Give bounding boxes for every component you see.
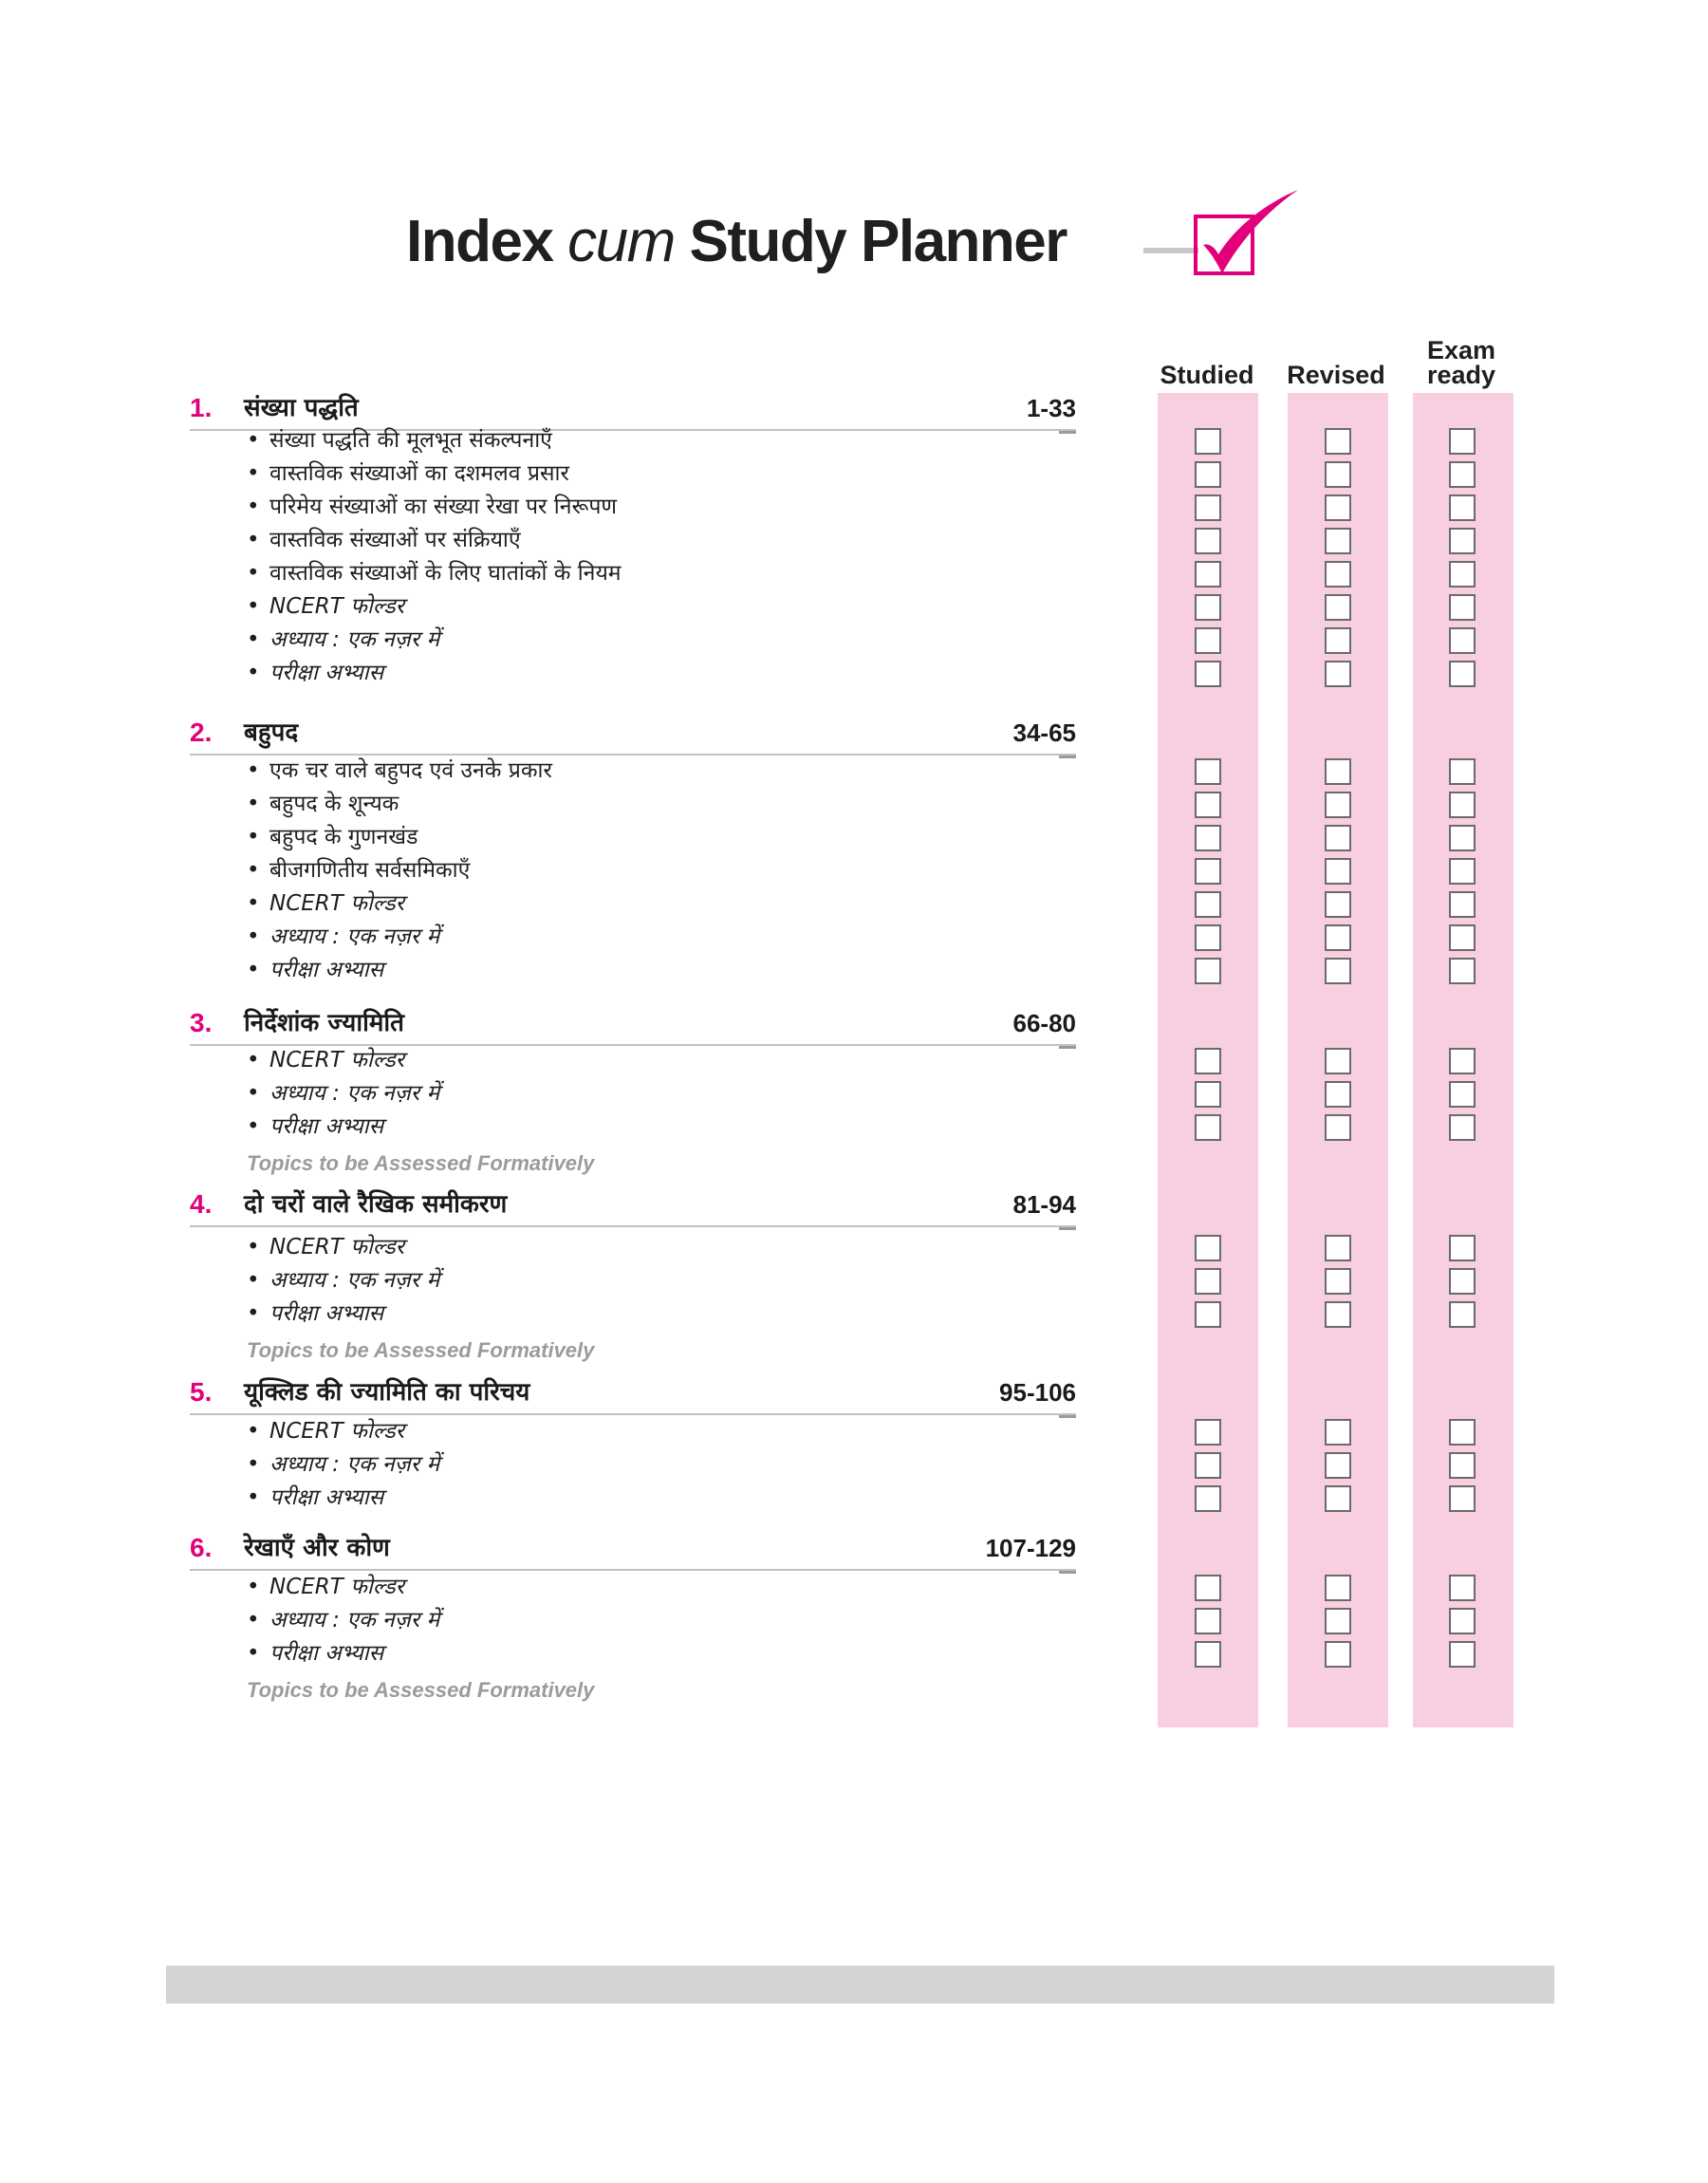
topic-label: परीक्षा अभ्यास — [269, 1114, 384, 1139]
chapter-number: 3. — [190, 1008, 213, 1037]
topic-item — [247, 755, 552, 787]
bullet-icon: • — [247, 958, 260, 982]
checkbox-studied[interactable] — [1195, 758, 1221, 785]
checkbox-studied[interactable] — [1195, 661, 1221, 687]
chapter-number: 1. — [190, 393, 213, 422]
topic-item — [247, 491, 617, 523]
formative-assessment-note: Topics to be Assessed Formatively — [247, 1151, 595, 1175]
checkbox-studied[interactable] — [1195, 1114, 1221, 1141]
bullet-icon: • — [247, 1419, 260, 1444]
checkbox-exam-ready[interactable] — [1449, 1575, 1476, 1601]
topic-item — [247, 1448, 439, 1481]
chapter-divider-end — [1059, 1046, 1076, 1049]
topic-label: परीक्षा अभ्यास — [269, 1641, 384, 1666]
bullet-icon: • — [247, 1485, 260, 1510]
checkbox-exam-ready[interactable] — [1449, 1268, 1476, 1295]
checkbox-revised[interactable] — [1325, 1608, 1351, 1634]
topic-label: वास्तविक संख्याओं के लिए घातांकों के नियम — [269, 561, 622, 586]
checkbox-studied[interactable] — [1195, 1235, 1221, 1261]
checkbox-studied[interactable] — [1195, 1048, 1221, 1074]
checkbox-studied[interactable] — [1195, 1641, 1221, 1668]
bullet-icon: • — [247, 461, 260, 486]
topic-label: NCERT फोल्डर — [269, 1419, 405, 1444]
chapter-divider-end — [1059, 1415, 1076, 1418]
checkbox-revised[interactable] — [1325, 1452, 1351, 1479]
chapter-number: 2. — [190, 718, 213, 747]
topic-item — [247, 1637, 383, 1670]
checkbox-studied[interactable] — [1195, 924, 1221, 951]
checkbox-revised[interactable] — [1325, 627, 1351, 654]
checkbox-exam-ready[interactable] — [1449, 1419, 1476, 1446]
page-title-text — [406, 199, 1067, 285]
topic-item — [247, 590, 404, 623]
topic-label: अध्याय : एक नज़र में — [269, 1452, 440, 1477]
chapter-page-range: 107-129 — [985, 1534, 1076, 1562]
topic-item — [247, 821, 418, 853]
checkbox-revised[interactable] — [1325, 1081, 1351, 1108]
checkbox-studied[interactable] — [1195, 1608, 1221, 1634]
checkbox-revised[interactable] — [1325, 661, 1351, 687]
chapter-number: 5. — [190, 1377, 213, 1407]
topic-label: NCERT फोल्डर — [269, 891, 405, 916]
chapter-page-range: 34-65 — [1012, 718, 1076, 747]
checkbox-exam-ready[interactable] — [1449, 1301, 1476, 1328]
formative-assessment-note: Topics to be Assessed Formatively — [247, 1338, 595, 1362]
checkbox-revised[interactable] — [1325, 1575, 1351, 1601]
chapter-title: यूक्लिड की ज्यामिति का परिचय — [244, 1378, 530, 1407]
checkbox-exam-ready[interactable] — [1449, 1485, 1476, 1512]
checkbox-studied[interactable] — [1195, 825, 1221, 851]
checkbox-revised[interactable] — [1325, 461, 1351, 488]
bullet-icon: • — [247, 891, 260, 916]
topic-item — [247, 854, 470, 886]
checkbox-exam-ready[interactable] — [1449, 461, 1476, 488]
topic-label: NCERT फोल्डर — [269, 594, 405, 619]
checkbox-exam-ready[interactable] — [1449, 858, 1476, 885]
checkbox-exam-ready[interactable] — [1449, 1081, 1476, 1108]
checkbox-revised[interactable] — [1325, 561, 1351, 588]
checkbox-revised[interactable] — [1325, 1419, 1351, 1446]
checkbox-exam-ready[interactable] — [1449, 661, 1476, 687]
title-checkmark-icon — [1186, 186, 1309, 290]
chapter-page-range: 81-94 — [1012, 1190, 1076, 1219]
checkbox-studied[interactable] — [1195, 1081, 1221, 1108]
chapter-page-range: 1-33 — [1026, 394, 1076, 422]
chapter-page-range: 66-80 — [1012, 1009, 1076, 1037]
checkbox-revised[interactable] — [1325, 858, 1351, 885]
topic-label: अध्याय : एक नज़र में — [269, 924, 440, 949]
topic-item — [247, 1604, 439, 1636]
topic-label: परीक्षा अभ्यास — [269, 1301, 384, 1326]
bullet-icon: • — [247, 627, 260, 652]
topic-item — [247, 657, 383, 689]
chapter-title: बहुपद — [244, 718, 299, 747]
checkbox-revised[interactable] — [1325, 825, 1351, 851]
checkbox-exam-ready[interactable] — [1449, 825, 1476, 851]
topic-item — [247, 1110, 383, 1143]
chapter-divider-end — [1059, 1227, 1076, 1230]
checkbox-studied[interactable] — [1195, 1268, 1221, 1295]
bullet-icon: • — [247, 1235, 260, 1259]
topic-item — [247, 1482, 383, 1514]
topic-item — [247, 887, 404, 920]
topic-item — [247, 1264, 439, 1297]
topic-item — [247, 1571, 404, 1603]
chapter-number: 4. — [190, 1189, 213, 1219]
checkbox-revised[interactable] — [1325, 924, 1351, 951]
checkbox-revised[interactable] — [1325, 958, 1351, 984]
chapter-title: निर्देशांक ज्यामिति — [244, 1009, 404, 1037]
topic-item — [247, 424, 552, 457]
bullet-icon: • — [247, 661, 260, 685]
checkbox-studied[interactable] — [1195, 528, 1221, 554]
topic-item — [247, 457, 569, 490]
bullet-icon: • — [247, 1575, 260, 1599]
bullet-icon: • — [247, 1608, 260, 1633]
checkbox-exam-ready[interactable] — [1449, 1235, 1476, 1261]
bullet-icon: • — [247, 1114, 260, 1139]
column-header-revised: Revised — [1287, 361, 1385, 389]
topic-label: बहुपद के गुणनखंड — [269, 825, 418, 849]
checkbox-studied[interactable] — [1195, 1301, 1221, 1328]
title-index: Index — [406, 209, 568, 274]
chapter-number: 6. — [190, 1533, 213, 1562]
checkbox-exam-ready[interactable] — [1449, 958, 1476, 984]
checkbox-studied[interactable] — [1195, 1452, 1221, 1479]
topic-label: परीक्षा अभ्यास — [269, 958, 384, 982]
checkbox-revised[interactable] — [1325, 891, 1351, 918]
checkbox-revised[interactable] — [1325, 1048, 1351, 1074]
topic-label: NCERT फोल्डर — [269, 1048, 405, 1073]
chapter-divider-end — [1059, 431, 1076, 434]
checkbox-studied[interactable] — [1195, 428, 1221, 455]
bullet-icon: • — [247, 825, 260, 849]
bullet-icon: • — [247, 1641, 260, 1666]
chapter-page-range: 95-106 — [999, 1378, 1076, 1407]
checkbox-studied[interactable] — [1195, 792, 1221, 818]
checkbox-revised[interactable] — [1325, 1301, 1351, 1328]
chapter-divider — [190, 1225, 1076, 1227]
topic-label: बीजगणितीय सर्वसमिकाएँ — [269, 858, 471, 883]
checkbox-revised[interactable] — [1325, 1485, 1351, 1512]
topic-label: संख्या पद्धति की मूलभूत संकल्पनाएँ — [269, 428, 552, 453]
checkbox-studied[interactable] — [1195, 858, 1221, 885]
bullet-icon: • — [247, 858, 260, 883]
topic-label: परीक्षा अभ्यास — [269, 661, 384, 685]
checkbox-studied[interactable] — [1195, 1419, 1221, 1446]
topic-item — [247, 524, 521, 556]
checkbox-studied[interactable] — [1195, 958, 1221, 984]
checkbox-exam-ready[interactable] — [1449, 594, 1476, 621]
column-header-studied: Studied — [1160, 361, 1254, 389]
topic-label: परीक्षा अभ्यास — [269, 1485, 384, 1510]
checkbox-studied[interactable] — [1195, 494, 1221, 521]
topic-label: NCERT फोल्डर — [269, 1235, 405, 1259]
topic-label: अध्याय : एक नज़र में — [269, 1608, 440, 1633]
checkbox-revised[interactable] — [1325, 594, 1351, 621]
bullet-icon: • — [247, 924, 260, 949]
topic-label: NCERT फोल्डर — [269, 1575, 405, 1599]
topic-item — [247, 1044, 404, 1076]
checkbox-revised[interactable] — [1325, 528, 1351, 554]
checkbox-studied[interactable] — [1195, 594, 1221, 621]
bullet-icon: • — [247, 428, 260, 453]
chapter-title: रेखाएँ और कोण — [244, 1534, 390, 1562]
title-cum: cum — [567, 209, 675, 274]
formative-assessment-note: Topics to be Assessed Formatively — [247, 1678, 595, 1702]
checkbox-exam-ready[interactable] — [1449, 1641, 1476, 1668]
checkbox-exam-ready[interactable] — [1449, 891, 1476, 918]
bullet-icon: • — [247, 758, 260, 783]
checkbox-revised[interactable] — [1325, 1235, 1351, 1261]
topic-label: एक चर वाले बहुपद एवं उनके प्रकार — [269, 758, 552, 783]
chapter-title: दो चरों वाले रैखिक समीकरण — [244, 1190, 508, 1219]
topic-item — [247, 954, 383, 986]
checkbox-exam-ready[interactable] — [1449, 1114, 1476, 1141]
checkbox-exam-ready[interactable] — [1449, 627, 1476, 654]
topic-label: वास्तविक संख्याओं पर संक्रियाएँ — [269, 528, 521, 552]
topic-item — [247, 1297, 383, 1330]
checkbox-exam-ready[interactable] — [1449, 494, 1476, 521]
bullet-icon: • — [247, 1301, 260, 1326]
column-header-exam-ready: Exam ready — [1426, 336, 1496, 389]
checkbox-exam-ready[interactable] — [1449, 428, 1476, 455]
checkbox-revised[interactable] — [1325, 1641, 1351, 1668]
topic-label: परिमेय संख्याओं का संख्या रेखा पर निरूपण — [269, 494, 618, 519]
checkbox-exam-ready[interactable] — [1449, 1452, 1476, 1479]
checkbox-revised[interactable] — [1325, 758, 1351, 785]
topic-label: अध्याय : एक नज़र में — [269, 1268, 440, 1293]
checkbox-studied[interactable] — [1195, 461, 1221, 488]
chapter-title: संख्या पद्धति — [244, 394, 359, 422]
bullet-icon: • — [247, 1452, 260, 1477]
checkbox-exam-ready[interactable] — [1449, 758, 1476, 785]
bullet-icon: • — [247, 1268, 260, 1293]
checkbox-revised[interactable] — [1325, 494, 1351, 521]
footer-bar — [166, 1966, 1554, 2004]
checkbox-revised[interactable] — [1325, 428, 1351, 455]
topic-item — [247, 1415, 404, 1447]
checkbox-exam-ready[interactable] — [1449, 1608, 1476, 1634]
checkbox-studied[interactable] — [1195, 891, 1221, 918]
checkbox-studied[interactable] — [1195, 561, 1221, 588]
topic-item — [247, 1231, 404, 1263]
checkbox-exam-ready[interactable] — [1449, 561, 1476, 588]
title-study-planner: Study Planner — [674, 209, 1067, 274]
topic-label: अध्याय : एक नज़र में — [269, 1081, 440, 1106]
topic-label: वास्तविक संख्याओं का दशमलव प्रसार — [269, 461, 569, 486]
topic-item — [247, 624, 439, 656]
bullet-icon: • — [247, 792, 260, 816]
checkbox-exam-ready[interactable] — [1449, 1048, 1476, 1074]
bullet-icon: • — [247, 1048, 260, 1073]
checkbox-revised[interactable] — [1325, 1268, 1351, 1295]
checkbox-studied[interactable] — [1195, 627, 1221, 654]
bullet-icon: • — [247, 494, 260, 519]
checkbox-studied[interactable] — [1195, 1485, 1221, 1512]
checkbox-studied[interactable] — [1195, 1575, 1221, 1601]
checkbox-exam-ready[interactable] — [1449, 528, 1476, 554]
topic-item — [247, 1077, 439, 1110]
chapter-divider-end — [1059, 1571, 1076, 1574]
topic-item — [247, 557, 622, 589]
topic-label: बहुपद के शून्यक — [269, 792, 399, 816]
checkbox-exam-ready[interactable] — [1449, 792, 1476, 818]
bullet-icon: • — [247, 1081, 260, 1106]
bullet-icon: • — [247, 561, 260, 586]
bullet-icon: • — [247, 594, 260, 619]
bullet-icon: • — [247, 528, 260, 552]
topic-label: अध्याय : एक नज़र में — [269, 627, 440, 652]
topic-item — [247, 788, 399, 820]
checkbox-revised[interactable] — [1325, 1114, 1351, 1141]
checkbox-revised[interactable] — [1325, 792, 1351, 818]
topic-item — [247, 921, 439, 953]
checkbox-exam-ready[interactable] — [1449, 924, 1476, 951]
chapter-divider-end — [1059, 756, 1076, 758]
